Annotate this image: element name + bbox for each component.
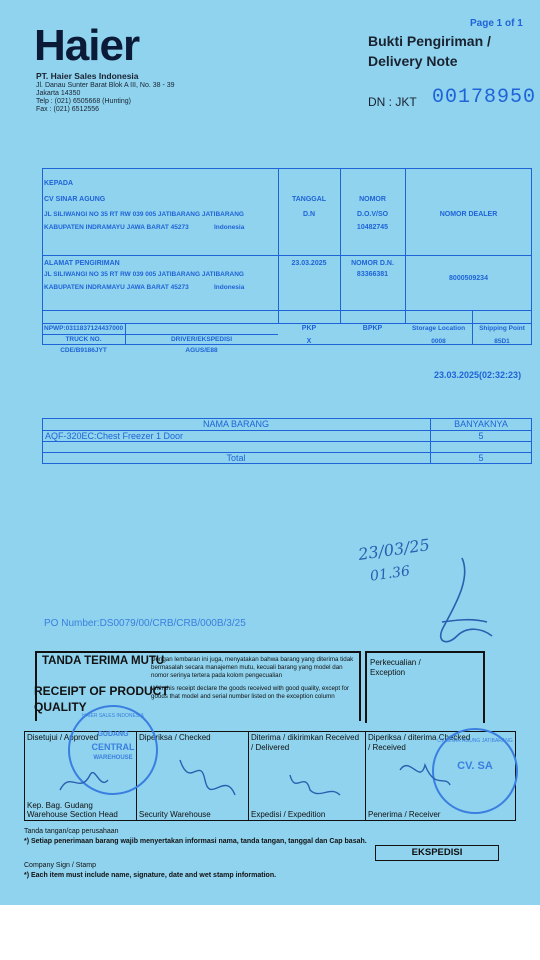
security-warehouse-label: Security Warehouse <box>139 810 211 819</box>
driver-label: DRIVER/EKSPEDISI <box>170 336 233 343</box>
item-quantity: 5 <box>478 431 484 441</box>
total-quantity: 5 <box>478 453 484 463</box>
dn-number: 00178950 <box>432 86 537 109</box>
handwritten-date: 23/03/25 <box>357 535 431 564</box>
warehouse-head-label: Kep. Bag. Gudang <box>27 801 93 810</box>
document-title-id: Bukti Pengiriman / <box>368 33 491 49</box>
warehouse-stamp: GUDANG CENTRAL WAREHOUSE HAIER SALES INDONESIA <box>68 705 158 795</box>
column-header-quantity: BANYAKNYA <box>454 419 508 429</box>
ekspedisi-copy-label: EKSPEDISI <box>375 845 499 861</box>
pkp-value: X <box>306 338 312 345</box>
handwritten-time: 01.36 <box>369 563 412 585</box>
dn-label: DN : JKT <box>368 95 417 109</box>
company-fax: Fax : (021) 6512556 <box>36 106 100 113</box>
shipping-point-label: Shipping Point <box>479 325 525 332</box>
kepada-label: KEPADA <box>44 180 74 187</box>
footer-instruction-id: *) Setiap penerimaan barang wajib menyertakan informasi nama, tanda tangan, tanggal dan Cap basah. <box>24 838 367 845</box>
receipt-title-en-2: QUALITY <box>34 700 87 714</box>
nomor-dn-label: NOMOR D.N. <box>351 260 394 267</box>
tanggal-sub: D.N <box>302 211 316 218</box>
company-address-line: Jakarta 14350 <box>36 90 81 97</box>
shipping-date: 23.03.2025 <box>291 260 327 267</box>
pkp-label: PKP <box>301 325 317 332</box>
truck-no-label: TRUCK NO. <box>65 336 102 343</box>
nomor-dn-value: 83366381 <box>356 271 389 278</box>
dealer-label: NOMOR DEALER <box>439 211 498 218</box>
checked-label: Diperiksa / Checked <box>139 733 211 742</box>
company-name: PT. Haier Sales Indonesia <box>36 71 139 81</box>
warehouse-head-label-en: Warehouse Section Head <box>27 810 118 819</box>
footer-instruction-en: *) Each item must include name, signature, date and wet stamp information. <box>24 872 277 879</box>
footer-sign-note-en: Company Sign / Stamp <box>24 862 96 869</box>
recipient-country: Indonesia <box>214 224 245 231</box>
dealer-value: 8000509234 <box>449 275 488 282</box>
company-phone: Telp : (021) 6505668 (Hunting) <box>36 98 131 105</box>
shipping-address-label: ALAMAT PENGIRIMAN <box>44 260 120 267</box>
storage-location-label: Storage Location <box>411 325 466 332</box>
recipient-address: JL SILIWANGI NO 35 RT RW 039 005 JATIBARANG JATIBARANG <box>44 211 244 218</box>
po-number: PO Number:DS0079/00/CRB/CRB/000B/3/25 <box>44 618 246 629</box>
footer-sign-note-id: Tanda tangan/cap perusahaan <box>24 828 119 835</box>
recipient-name: CV SINAR AGUNG <box>44 196 106 203</box>
shipping-country: Indonesia <box>214 284 245 291</box>
total-label: Total <box>226 453 246 463</box>
shipping-point-value: 85D1 <box>494 338 510 345</box>
shipping-address: KABUPATEN INDRAMAYU JAWA BARAT 45273 <box>44 284 189 291</box>
print-timestamp: 23.03.2025(02:32:23) <box>434 370 522 380</box>
receipt-text-id: Dengan lembaran ini juga, menyatakan bahwa barang yang diterima tidak bermasalah secara manajemen mutu, kecuali barang yang model dan nomor serinya tertera pada kolom pengecualian <box>151 656 354 679</box>
expedition-label: Expedisi / Expedition <box>251 810 326 819</box>
receiver-label: Penerima / Receiver <box>368 810 441 819</box>
exception-label: Perkecualian / Exception <box>370 658 421 677</box>
nomor-value: 10482745 <box>356 224 389 231</box>
page-indicator: Page 1 of 1 <box>470 18 523 29</box>
signature-scribble <box>412 550 502 650</box>
received-delivered-label: Diterima / dikirimkan Received / Delivered <box>251 733 360 752</box>
npwp: NPWP:0311837124437000 <box>44 325 124 332</box>
checked-received-label: Diperiksa / diterima Checked / Received <box>368 733 471 752</box>
receipt-title-id: TANDA TERIMA MUTU <box>42 655 165 667</box>
nomor-label: NOMOR <box>359 196 386 203</box>
document-title-en: Delivery Note <box>368 53 458 69</box>
recipient-address: KABUPATEN INDRAMAYU JAWA BARAT 45273 <box>44 224 189 231</box>
recipient-grid <box>42 168 532 345</box>
haier-logo: Haier <box>34 21 140 70</box>
nomor-sub: D.O.V/SO <box>356 211 389 218</box>
storage-location-value: 0008 <box>431 338 446 345</box>
tanggal-label: TANGGAL <box>291 196 327 203</box>
signature-scribbles <box>30 750 490 810</box>
truck-no-value: CDE/B9186JYT <box>60 347 107 354</box>
bpkp-label: BPKP <box>362 325 383 332</box>
column-header-item-name: NAMA BARANG <box>202 419 269 429</box>
driver-value: AGUS/E88 <box>185 347 218 354</box>
approved-label: Disetujui / Approved <box>27 733 99 742</box>
company-address-line: Jl. Danau Sunter Barat Blok A III, No. 38 - 39 <box>36 82 175 89</box>
item-name: AQF-320EC:Chest Freezer 1 Door <box>45 431 184 441</box>
receipt-title-en: RECEIPT OF PRODUCT <box>34 684 169 698</box>
receipt-text-en: With this receipt declare the goods received with good quality, except for goods that model and serial number listed on the exception column <box>151 685 349 700</box>
company-stamp: CV. SA CV SINAR AGUNG JATIBARANG <box>432 728 518 814</box>
shipping-address: JL SILIWANGI NO 35 RT RW 039 005 JATIBARANG JATIBARANG <box>44 271 244 278</box>
